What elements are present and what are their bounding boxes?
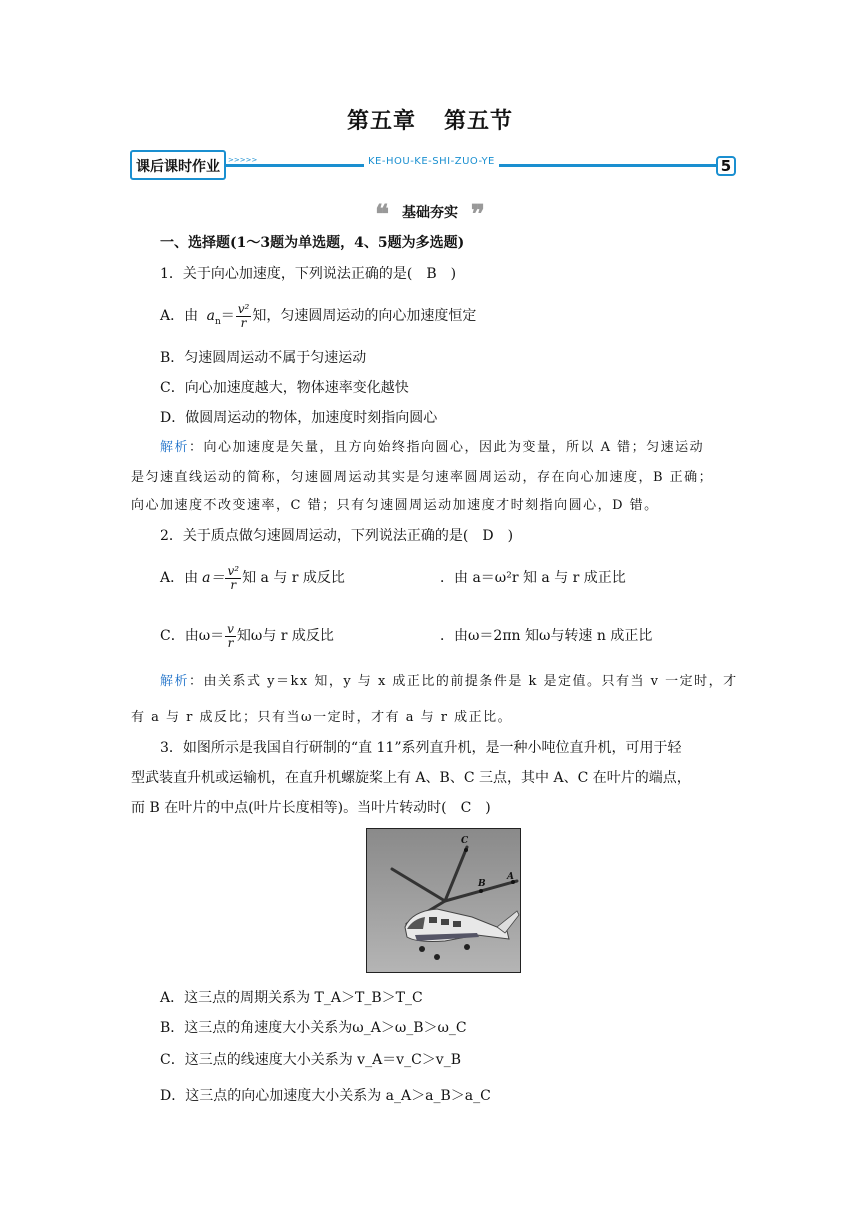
q2-option-b: ．由 a＝ω²r 知 a 与 r 成正比 (440, 570, 626, 586)
q1-option-a (160, 300, 476, 338)
q2c-frac-den: r (227, 635, 234, 650)
q1-option-a-suffix: 知，匀速圆周运动的向心加速度恒定 (252, 308, 477, 324)
section-heading-text: 基础夯实 (402, 205, 458, 221)
q1-stem: 1．关于向心加速度，下列说法正确的是( B ) (160, 266, 457, 282)
page-title (0, 104, 860, 135)
q2-option-a-fraction (225, 565, 241, 592)
open-quote-icon: ❝ (375, 200, 390, 230)
q3-stem-line2: 型武装直升机或运输机，在直升机螺旋桨上有 A、B、C 三点，其中 A、C 在叶片的端点， (131, 770, 691, 786)
q2-stem: 2．关于质点做匀速圆周运动，下列说法正确的是( D ) (160, 528, 514, 544)
section-title: 第五节 (444, 108, 514, 134)
q2-option-c (160, 620, 334, 652)
point-b-marker (479, 889, 483, 893)
point-c-marker (464, 848, 468, 852)
q2-explanation-text1: ：由关系式 y＝kx 知，y 与 x 成正比的前提条件是 k 是定值。只有当 v 一定时，才 (189, 674, 738, 689)
q3-stem-line1: 3．如图所示是我国自行研制的“直 11”系列直升机，是一种小吨位直升机，可用于轻 (160, 740, 682, 756)
q1-explanation-line2: 是匀速直线运动的简称，匀速圆周运动其实是匀速率圆周运动，存在向心加速度，B 正确； (131, 470, 714, 485)
q3-option-a: A．这三点的周期关系为 T_A＞T_B＞T_C (160, 990, 423, 1006)
label-a: A (507, 872, 514, 882)
part-one-heading: 一、选择题(1～3题为单选题，4、5题为多选题) (160, 235, 465, 251)
q3-option-c: C．这三点的线速度大小关系为 v_A＝v_C＞v_B (160, 1052, 461, 1068)
banner-pinyin: KE-HOU-KE-SHI-ZUO-YE (364, 156, 499, 167)
q3-option-d: D．这三点的向心加速度大小关系为 a_A＞a_B＞a_C (160, 1088, 491, 1104)
q2a-frac-num: v² (227, 563, 240, 578)
banner-arrows-icon: >>>>> (228, 156, 258, 164)
q2c-frac-num: v (227, 621, 234, 636)
q1-explanation-line3: 向心加速度不改变速率，C 错；只有匀速圆周运动加速度才时刻指向圆心，D 错。 (131, 498, 659, 513)
label-b: B (478, 879, 486, 889)
helicopter-illustration (367, 829, 521, 973)
q2-option-a-suffix: 知 a 与 r 成反比 (242, 570, 345, 586)
q2-option-a-text: a＝ (202, 570, 225, 586)
q2-option-c-fraction (225, 623, 236, 650)
banner-label: 课后课时作业 (136, 159, 220, 175)
q3-option-b: B．这三点的角速度大小关系为ω_A＞ω_B＞ω_C (160, 1020, 467, 1036)
q1-explanation-label: 解析 (160, 440, 190, 455)
q2-option-a-prefix: A．由 (160, 570, 199, 586)
q1-frac-num: v² (237, 301, 250, 316)
q1-explanation-line1 (160, 438, 704, 458)
q3-stem-line3: 而 B 在叶片的中点(叶片长度相等)。当叶片转动时( C ) (131, 800, 491, 816)
q1-option-a-var: a (206, 308, 215, 324)
q2-option-c-suffix: 知ω与 r 成反比 (236, 628, 334, 644)
close-quote-icon: ❞ (470, 200, 485, 230)
label-c: C (461, 836, 469, 846)
q1-frac-den: r (240, 315, 247, 330)
q2-explanation-line1 (160, 672, 738, 692)
q1-option-a-fraction (236, 303, 252, 330)
q1-option-d: D．做圆周运动的物体，加速度时刻指向圆心 (160, 410, 438, 426)
q1-option-a-eq: ＝ (220, 308, 235, 324)
helicopter-photo (366, 828, 521, 973)
banner-number-badge: 5 (716, 156, 736, 176)
q2-explanation-label: 解析 (160, 674, 190, 689)
chapter-title: 第五章 (346, 108, 416, 134)
q2-option-a (160, 562, 345, 594)
q1-option-a-sub: n (214, 316, 221, 327)
q1-option-b: B．匀速圆周运动不属于匀速运动 (160, 350, 367, 366)
q1-option-c: C．向心加速度越大，物体速率变化越快 (160, 380, 409, 396)
homework-banner (130, 150, 736, 184)
q1-option-a-prefix: A．由 (160, 308, 199, 324)
section-heading (0, 200, 860, 230)
q2a-frac-den: r (230, 577, 237, 592)
q1-explanation-text1: ：向心加速度是矢量，且方向始终指向圆心，因此为变量，所以 A 错；匀速运动 (189, 440, 705, 455)
q2-option-d: ．由ω＝2πn 知ω与转速 n 成正比 (440, 628, 653, 644)
q2-explanation-line2: 有 a 与 r 成反比；只有当ω一定时，才有 a 与 r 成正比。 (131, 710, 513, 725)
q2-option-c-prefix: C．由ω＝ (160, 628, 225, 644)
